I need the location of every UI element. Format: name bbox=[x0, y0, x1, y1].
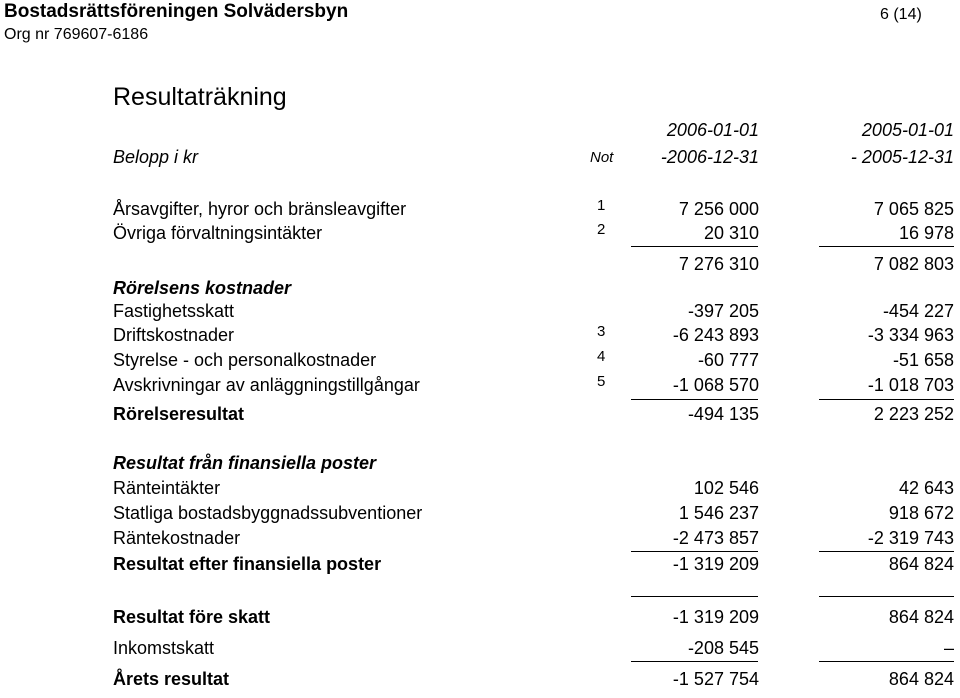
row-value-2005: 42 643 bbox=[898, 478, 954, 498]
row-label: Fastighetsskatt bbox=[113, 301, 235, 321]
row-value-2006: -1 527 754 bbox=[672, 669, 759, 689]
row-value-2006: -1 319 209 bbox=[672, 607, 759, 627]
organization-name: Bostadsrättsföreningen Solvädersbyn bbox=[4, 1, 349, 22]
subtotal-rule bbox=[819, 596, 954, 597]
row-value-2006: -1 068 570 bbox=[672, 375, 759, 395]
column-2005-start: 2005-01-01 bbox=[861, 120, 954, 140]
row-label: Statliga bostadsbyggnadssubventioner bbox=[113, 503, 423, 523]
row-value-2005: 864 824 bbox=[888, 554, 954, 574]
row-note: 2 bbox=[597, 221, 606, 238]
row-value-2006: -6 243 893 bbox=[672, 325, 759, 345]
row-value-2006: -397 205 bbox=[687, 301, 759, 321]
row-value-2006: 102 546 bbox=[693, 478, 759, 498]
row-value-2005: 16 978 bbox=[898, 223, 954, 243]
row-value-2005: 7 065 825 bbox=[873, 199, 954, 219]
page-number: 6 (14) bbox=[880, 6, 922, 23]
subtotal-rule bbox=[819, 399, 954, 400]
row-note: 1 bbox=[597, 197, 606, 214]
row-value-2005: 7 082 803 bbox=[873, 254, 954, 274]
row-value-2006: 1 546 237 bbox=[678, 503, 759, 523]
subtotal-rule bbox=[631, 399, 758, 400]
row-label: Årsavgifter, hyror och bränsleavgifter bbox=[113, 199, 407, 219]
column-2005-end: - 2005-12-31 bbox=[850, 147, 954, 167]
subtotal-rule bbox=[631, 596, 758, 597]
row-value-2005: 864 824 bbox=[888, 669, 954, 689]
row-value-2006: -2 473 857 bbox=[672, 528, 759, 548]
row-label: Inkomstskatt bbox=[113, 638, 215, 658]
row-value-2006: -208 545 bbox=[687, 638, 759, 658]
row-label: Övriga förvaltningsintäkter bbox=[113, 223, 323, 243]
section-heading: Rörelsens kostnader bbox=[113, 278, 292, 298]
row-value-2006: 7 256 000 bbox=[678, 199, 759, 219]
row-value-2006: 7 276 310 bbox=[678, 254, 759, 274]
section-heading: Resultat från finansiella poster bbox=[113, 453, 377, 473]
row-value-2006: -60 777 bbox=[697, 350, 759, 370]
row-value-2005: -1 018 703 bbox=[867, 375, 954, 395]
subtotal-rule bbox=[631, 246, 758, 247]
column-note-header: Not bbox=[590, 149, 614, 166]
row-value-2006: -494 135 bbox=[687, 404, 759, 424]
subtotal-label: Rörelseresultat bbox=[113, 404, 245, 424]
row-value-2005: -2 319 743 bbox=[867, 528, 954, 548]
column-label-header: Belopp i kr bbox=[113, 147, 199, 167]
column-2006-start: 2006-01-01 bbox=[666, 120, 759, 140]
row-label: Styrelse - och personalkostnader bbox=[113, 350, 377, 370]
row-value-2005: 2 223 252 bbox=[873, 404, 954, 424]
row-value-2005: 864 824 bbox=[888, 607, 954, 627]
row-value-2006: 20 310 bbox=[703, 223, 759, 243]
row-label: Ränteintäkter bbox=[113, 478, 221, 498]
subtotal-label: Resultat efter finansiella poster bbox=[113, 554, 382, 574]
row-label: Räntekostnader bbox=[113, 528, 241, 548]
subtotal-rule bbox=[819, 246, 954, 247]
column-2006-end: -2006-12-31 bbox=[660, 147, 759, 167]
row-value-2005: -454 227 bbox=[882, 301, 954, 321]
subtotal-rule bbox=[819, 661, 954, 662]
row-label: Avskrivningar av anläggningstillgångar bbox=[113, 375, 420, 395]
row-note: 3 bbox=[597, 323, 606, 340]
row-label: Driftskostnader bbox=[113, 325, 235, 345]
subtotal-rule bbox=[631, 551, 758, 552]
row-value-2005: 918 672 bbox=[888, 503, 954, 523]
row-value-2006: -1 319 209 bbox=[672, 554, 759, 574]
organization-number: Org nr 769607-6186 bbox=[4, 26, 149, 43]
page-title: Resultaträkning bbox=[113, 83, 287, 111]
total-label: Årets resultat bbox=[113, 669, 230, 689]
subtotal-rule bbox=[631, 661, 758, 662]
subtotal-rule bbox=[819, 551, 954, 552]
row-value-2005: – bbox=[943, 638, 954, 658]
row-note: 4 bbox=[597, 348, 606, 365]
subtotal-label: Resultat före skatt bbox=[113, 607, 271, 627]
row-value-2005: -51 658 bbox=[892, 350, 954, 370]
row-value-2005: -3 334 963 bbox=[867, 325, 954, 345]
row-note: 5 bbox=[597, 373, 606, 390]
